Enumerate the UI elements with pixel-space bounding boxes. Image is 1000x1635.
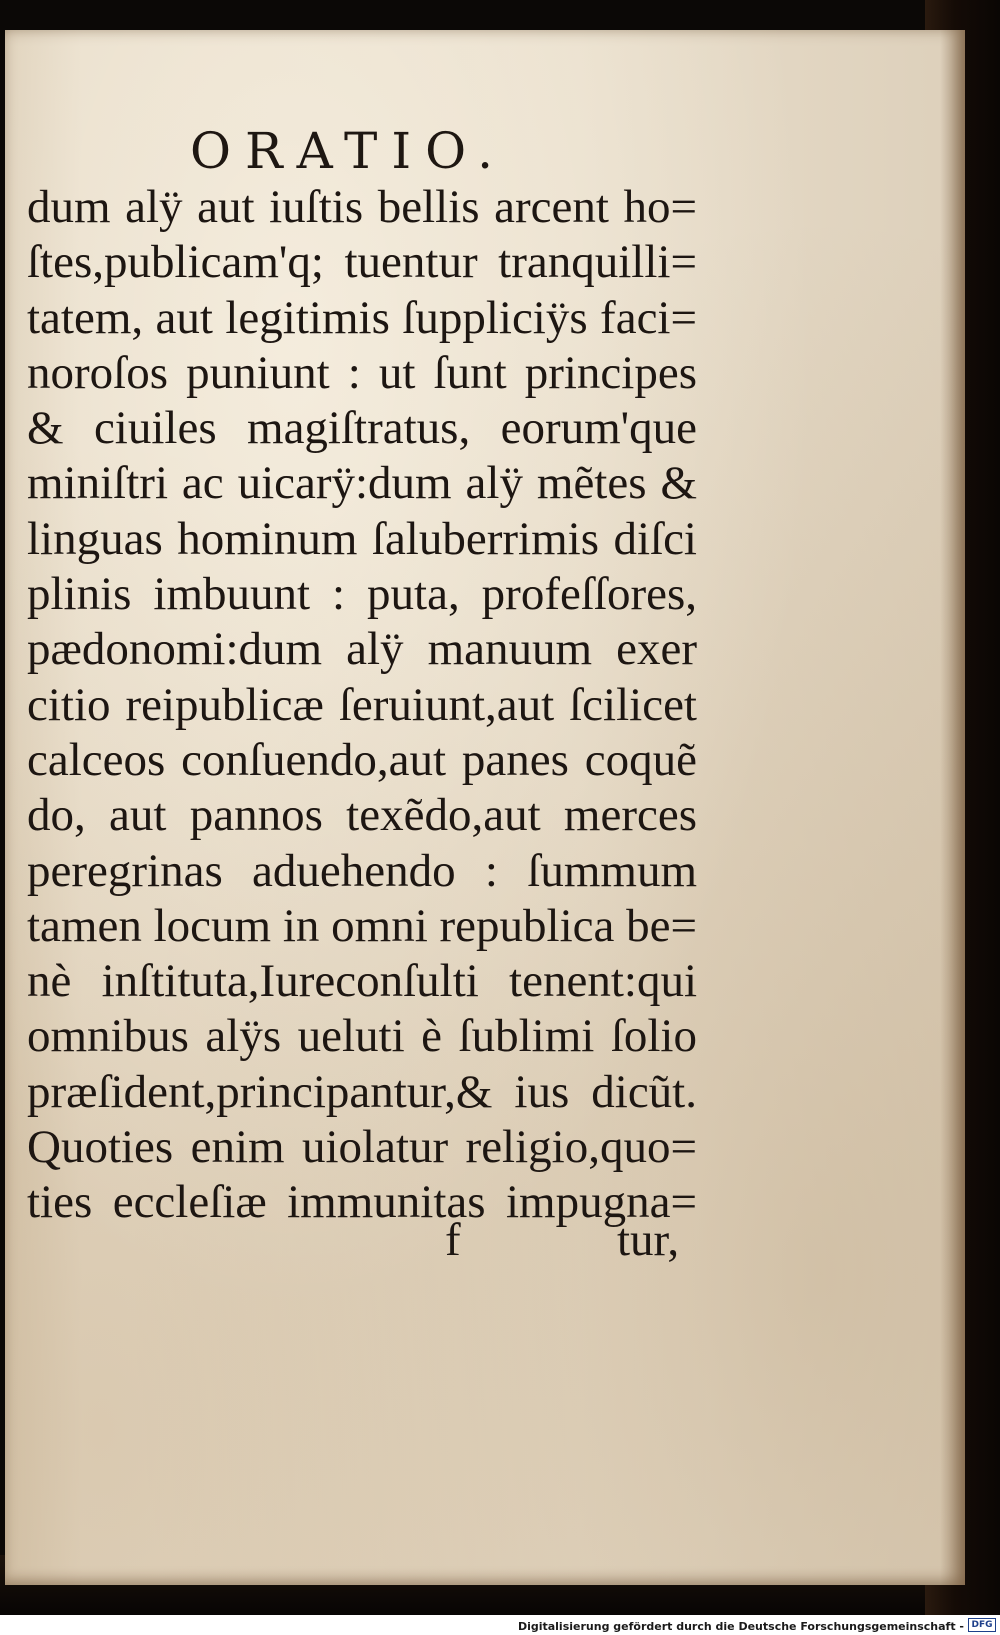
- footer-bar: [0, 1615, 1000, 1635]
- text-line: plinis imbuunt : puta, profeſſores,: [27, 568, 697, 621]
- text-line: tamen locum in omni republica be=: [27, 899, 697, 952]
- text-line: citio reipublicæ ſeruiunt,aut ſcilicet: [27, 678, 697, 731]
- text-line: omnibus alÿs ueluti è ſublimi ſolio: [27, 1010, 697, 1063]
- text-line: do, aut pannos texẽdo,aut merces: [27, 789, 697, 842]
- text-line: ties eccleſiæ immunitas impugna=: [27, 1176, 697, 1229]
- dfg-logo-icon: DFG: [968, 1618, 996, 1632]
- text-line: tatem, aut legitimis ſuppliciÿs faci=: [27, 291, 697, 344]
- signature-line: [27, 1213, 697, 1268]
- text-line: peregrinas aduehendo : ſummum: [27, 844, 697, 897]
- running-head: ORATIO.: [190, 122, 508, 180]
- body-text: [27, 180, 697, 1231]
- text-line: linguas hominum ſaluberrimis diſci: [27, 512, 697, 565]
- text-line: miniſtri ac uicarÿ:dum alÿ mẽtes &: [27, 457, 697, 510]
- catchword: tur,: [617, 1214, 680, 1266]
- text-line: dum alÿ aut iuſtis bellis arcent ho=: [27, 181, 697, 233]
- funding-credit: Digitalisierung gefördert durch die Deutsche Forschungsgemeinschaft -: [517, 1620, 964, 1633]
- text-line: & ciuiles magiſtratus, eorum'que: [27, 402, 697, 455]
- text-line: præſident,principantur,& ius dicũt.: [27, 1065, 697, 1118]
- book-page: [5, 30, 965, 1585]
- page-edge-shade: [940, 30, 965, 1585]
- signature-mark: f: [445, 1214, 461, 1266]
- text-line: pædonomi:dum alÿ manuum exer: [27, 623, 697, 676]
- text-line: ſtes,publicam'q; tuentur tranquilli=: [27, 236, 697, 289]
- text-line: nè inſtituta,Iureconſulti tenent:qui: [27, 955, 697, 1008]
- text-line: noroſos puniunt : ut ſunt principes: [27, 346, 697, 399]
- text-line: calceos conſuendo,aut panes coquẽ: [27, 733, 697, 786]
- text-line: Quoties enim uiolatur religio,quo=: [27, 1121, 697, 1174]
